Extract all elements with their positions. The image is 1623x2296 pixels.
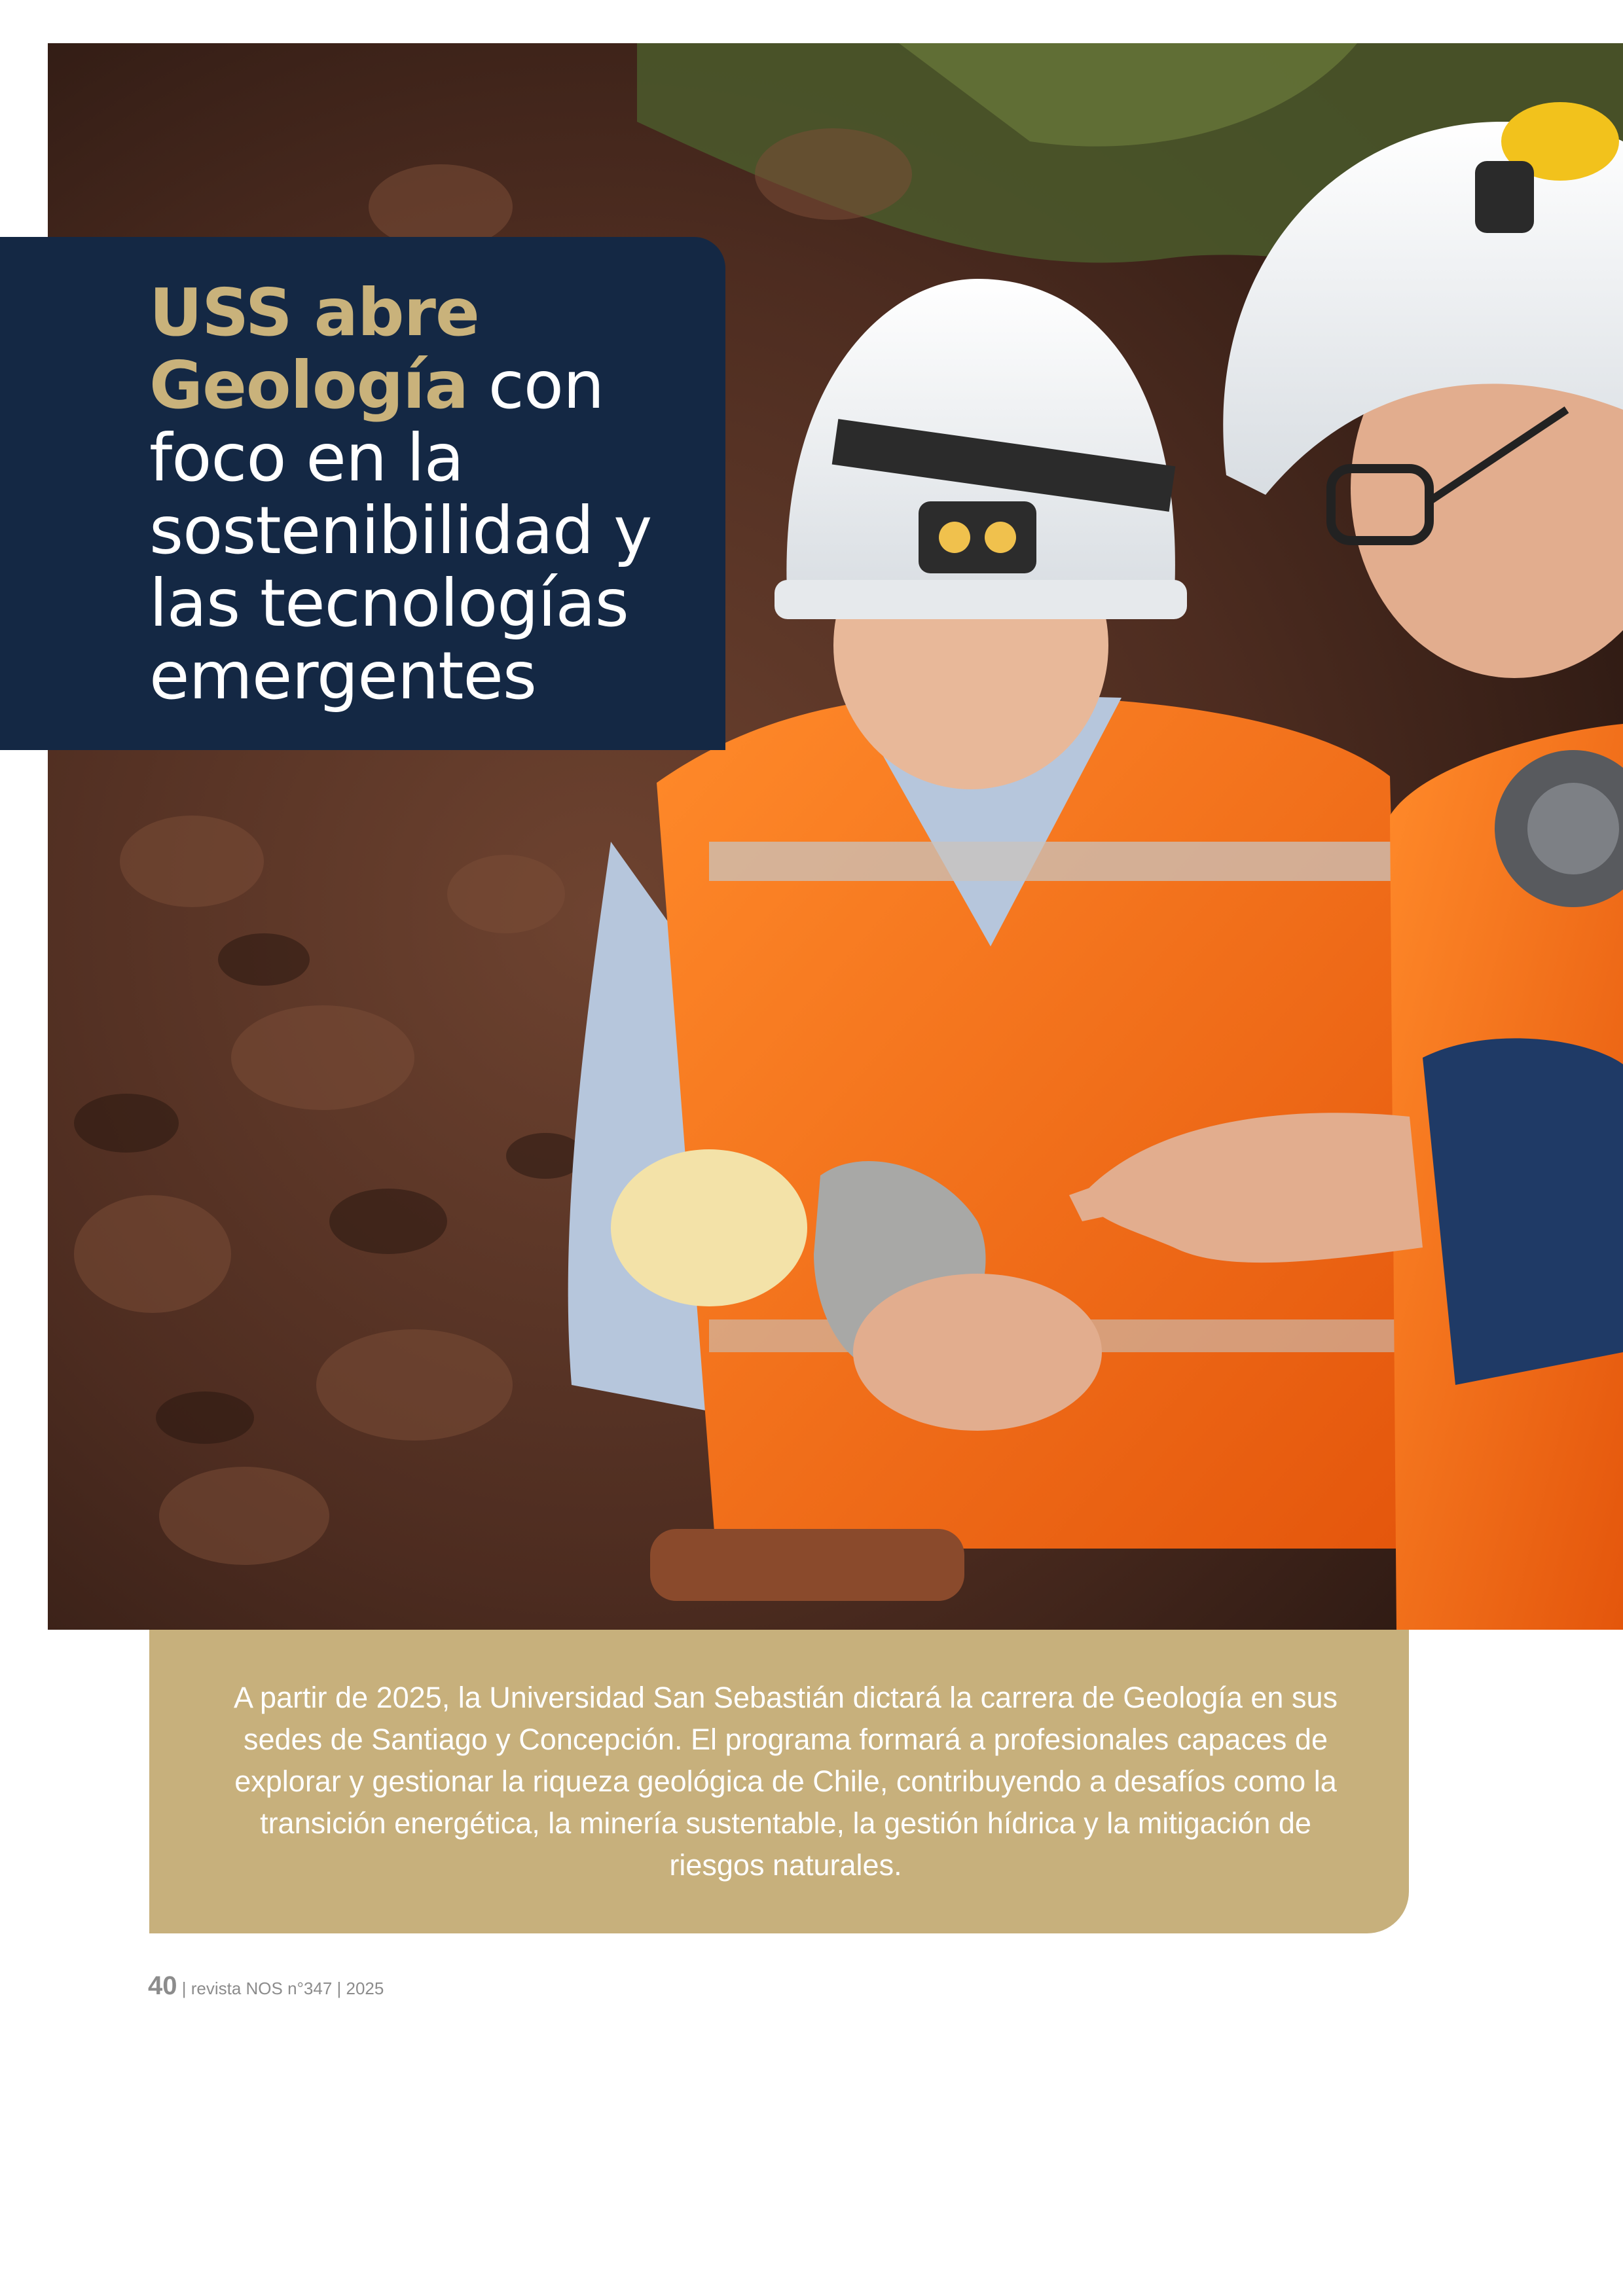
lead-paragraph: A partir de 2025, la Universidad San Sebastián dictará la carrera de Geología en sus sedes de Santiago y Concepción. El programa formará a profesionales capaces de explorar y gestionar la riqueza geológica de Chile, contribuyendo a desafíos como la transición energética, la minería sustentable, la gestión hídrica y la mitigación de riesgos naturales. — [233, 1681, 1338, 1882]
page-footer — [148, 1971, 384, 2001]
headline-accent: USS abre Geología — [149, 274, 479, 423]
headline-rest: con foco en la sostenibilidad y las tecnologías emergentes — [149, 347, 652, 714]
page-number: 40 — [148, 1971, 177, 2000]
title-panel — [0, 237, 725, 750]
headline — [149, 276, 699, 712]
lead-panel — [149, 1630, 1409, 1933]
publication-info: | revista NOS n°347 | 2025 — [177, 1979, 384, 1998]
